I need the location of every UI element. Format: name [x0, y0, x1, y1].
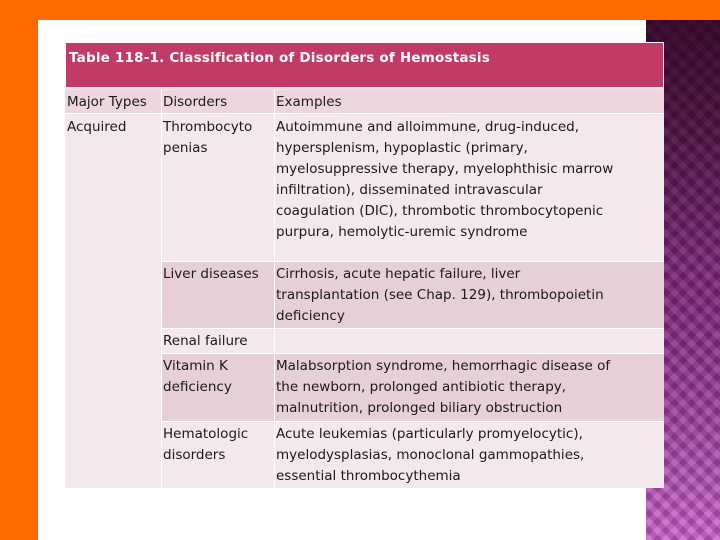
disorder-line: Liver diseases: [163, 266, 259, 282]
header-examples: Examples: [276, 94, 342, 110]
example-line: Cirrhosis, acute hepatic failure, liver: [276, 266, 521, 282]
example-line: Autoimmune and alloimmune, drug-induced,: [276, 119, 580, 135]
example-line: essential thrombocythemia: [276, 468, 461, 484]
table-row-examples: [274, 423, 664, 487]
orange-left-border: [0, 0, 38, 540]
column-divider: [161, 90, 162, 488]
example-line: myelodysplasias, monoclonal gammopathies,: [276, 447, 585, 463]
row-divider: [161, 353, 664, 354]
table-row-disorder: [161, 330, 274, 352]
header-disorders: Disorders: [163, 94, 228, 110]
example-line: infiltration), disseminated intravascular: [276, 182, 543, 198]
disorder-line: deficiency: [163, 379, 232, 395]
header-divider: [65, 113, 664, 114]
example-line: Malabsorption syndrome, hemorrhagic disease of: [276, 358, 611, 374]
example-line: malnutrition, prolonged biliary obstruction: [276, 400, 563, 416]
orange-top-border: [0, 0, 720, 20]
disorder-line: penias: [163, 140, 208, 156]
example-line: transplantation (see Chap. 129), thrombopoietin: [276, 287, 604, 303]
disorder-line: Renal failure: [163, 333, 248, 349]
header-major-types: Major Types: [67, 94, 147, 110]
example-line: myelosuppressive therapy, myelophthisic marrow: [276, 161, 614, 177]
example-line: Acute leukemias (particularly promyelocytic),: [276, 426, 583, 442]
table-row-disorder: [161, 263, 274, 285]
major-type-cell-bg: [65, 113, 161, 488]
row-divider: [161, 261, 664, 262]
table-row-disorder: [161, 423, 274, 466]
column-divider: [274, 90, 275, 488]
table-row-disorder: [161, 116, 274, 159]
table-row-examples: [274, 263, 664, 327]
major-type-acquired: Acquired: [67, 119, 127, 135]
disorder-line: disorders: [163, 447, 226, 463]
example-line: the newborn, prolonged antibiotic therapy,: [276, 379, 567, 395]
disorder-line: Thrombocyto: [163, 119, 253, 135]
hemostasis-table: [65, 42, 664, 488]
example-line: hypersplenism, hypoplastic (primary,: [276, 140, 528, 156]
table-row-examples: [274, 116, 664, 243]
table-title-bar: [65, 42, 664, 88]
table-row-examples: [274, 355, 664, 419]
table-title: Table 118-1. Classification of Disorders of Hemostasis: [69, 50, 490, 66]
disorder-line: Vitamin K: [163, 358, 228, 374]
table-row-disorder: [161, 355, 274, 398]
disorder-line: Hematologic: [163, 426, 249, 442]
example-line: coagulation (DIC), thrombotic thrombocytopenic: [276, 203, 604, 219]
row-divider: [161, 328, 664, 329]
example-line: deficiency: [276, 308, 345, 324]
row-divider: [161, 421, 664, 422]
example-line: purpura, hemolytic-uremic syndrome: [276, 224, 528, 240]
